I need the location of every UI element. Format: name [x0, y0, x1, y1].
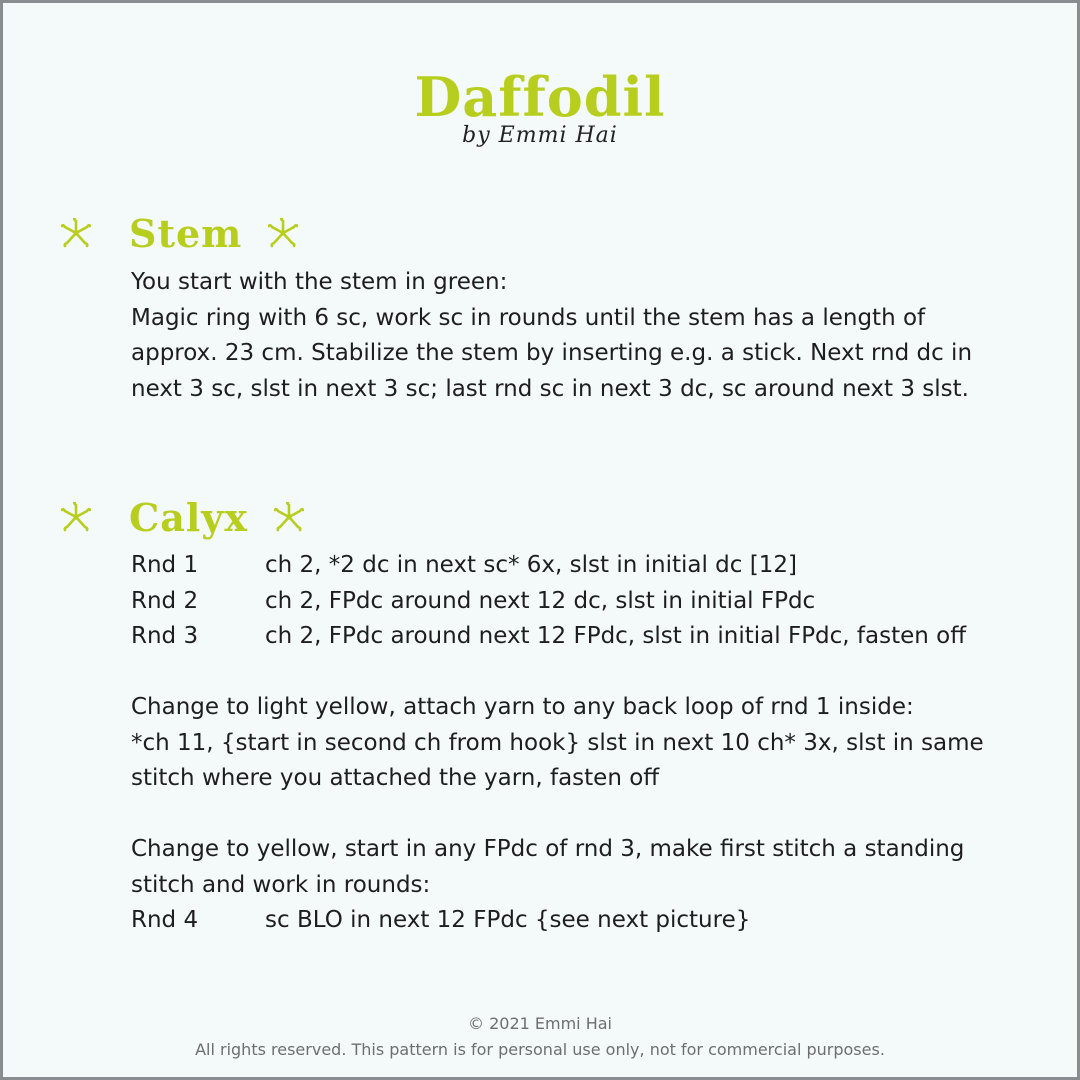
stem-line: next 3 sc, slst in next 3 sc; last rnd sc in next 3 dc, sc around next 3 slst. — [131, 375, 969, 402]
round-row — [131, 619, 991, 655]
stem-instructions — [131, 265, 991, 407]
yellow-instructions — [131, 832, 991, 939]
title-block — [3, 65, 1077, 148]
round-row — [131, 548, 991, 584]
stem-heading — [61, 208, 298, 258]
asterisk-star-icon — [268, 218, 298, 248]
asterisk-star-icon — [61, 218, 91, 248]
round-text: ch 2, *2 dc in next sc* 6x, slst in initial dc [12] — [265, 552, 797, 578]
page-title: Daffodil — [414, 65, 666, 129]
instruction-line: *ch 11, {start in second ch from hook} slst in next 10 ch* 3x, slst in same — [131, 729, 984, 756]
round-label: Rnd 2 — [131, 587, 199, 614]
instruction-line: Change to yellow, start in any FPdc of rnd 3, make first stitch a standing — [131, 836, 965, 862]
round-text: ch 2, FPdc around next 12 FPdc, slst in initial FPdc, fasten off — [265, 623, 967, 649]
stem-line: Magic ring with 6 sc, work sc in rounds until the stem has a length of — [131, 304, 926, 331]
asterisk-star-icon — [274, 502, 304, 532]
footer — [3, 1011, 1077, 1063]
round-row — [131, 903, 991, 939]
copyright-text: © 2021 Emmi Hai — [468, 1014, 612, 1033]
round-row — [131, 584, 991, 620]
stem-line: You start with the stem in green: — [131, 269, 508, 295]
round-text: ch 2, FPdc around next 12 dc, slst in initial FPdc — [265, 587, 816, 614]
author-byline: by Emmi Hai — [462, 123, 618, 148]
asterisk-star-icon — [61, 502, 91, 532]
round-label: Rnd 1 — [131, 552, 199, 578]
round-label: Rnd 4 — [131, 907, 199, 933]
calyx-heading-text: Calyx — [129, 494, 249, 540]
rights-notice: All rights reserved. This pattern is for personal use only, not for commercial purposes. — [195, 1040, 885, 1059]
calyx-rounds — [131, 548, 991, 655]
stem-heading-text: Stem — [129, 210, 243, 256]
light-yellow-instructions — [131, 690, 991, 797]
round-text: sc BLO in next 12 FPdc {see next picture} — [265, 907, 751, 933]
round-label: Rnd 3 — [131, 623, 199, 649]
calyx-heading — [61, 492, 304, 542]
stem-line: approx. 23 cm. Stabilize the stem by inserting e.g. a stick. Next rnd dc in — [131, 340, 973, 366]
instruction-line: stitch and work in rounds: — [131, 871, 431, 898]
instruction-line: stitch where you attached the yarn, fasten off — [131, 765, 660, 791]
instruction-line: Change to light yellow, attach yarn to any back loop of rnd 1 inside: — [131, 694, 914, 720]
